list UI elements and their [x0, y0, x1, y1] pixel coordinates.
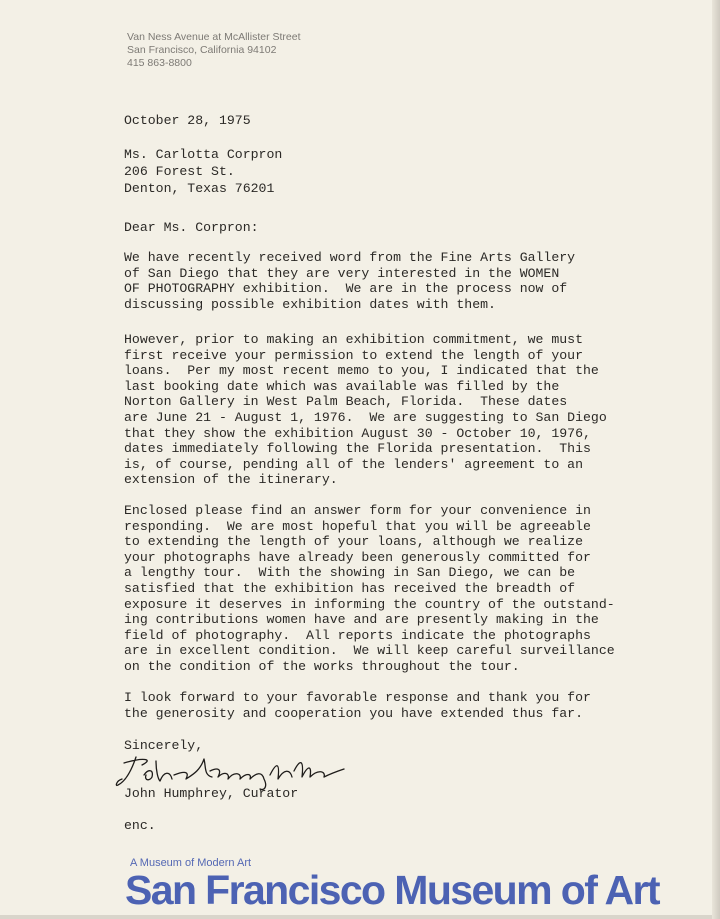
paper-edge: [712, 0, 720, 919]
salutation: Dear Ms. Corpron:: [124, 220, 259, 235]
paragraph-4: I look forward to your favorable response and thank you for the generosity and cooperation you have extended thus far.: [124, 690, 591, 721]
letter-date: October 28, 1975: [124, 113, 251, 128]
recipient-city: Denton, Texas 76201: [124, 181, 275, 196]
footer-museum-name: San Francisco Museum of Art: [125, 867, 659, 913]
paragraph-2: However, prior to making an exhibition commitment, we must first receive your permission to extend the length of your loans. Per my most recent memo to you, I indicated that the last booking date which was available was filled by the Norton Gallery in West Palm Beach, Florida. These dates are June 21 - August 1, 1976. We are suggesting to San Diego that they show the exhibition August 30 - October 10, 1976, dates immediately following the Florida presentation. This is, of course, pending all of the lenders' agreement to an extension of the itinerary.: [124, 332, 607, 488]
letterhead-phone: 415 863-8800: [127, 57, 192, 69]
letterhead-city: San Francisco, California 94102: [127, 44, 277, 56]
footer-tagline: A Museum of Modern Art: [130, 857, 252, 869]
letterhead-street: Van Ness Avenue at McAllister Street: [127, 31, 301, 43]
paragraph-1: We have recently received word from the Fine Arts Gallery of San Diego that they are very interested in the WOMEN OF PHOTOGRAPHY exhibition. We are in the process now of discussing possible exhibition dates with them.: [124, 250, 576, 312]
recipient-address: [124, 146, 282, 197]
paragraph-3: Enclosed please find an answer form for your convenience in responding. We are most hopeful that you will be agreeable to extending the length of your loans, although we realize your photographs have already been generously committed for a lengthy tour. With the showing in San Diego, we can be satisfied that the exhibition has received the breadth of exposure it deserves in informing the country of the outstand- ing contributions women have and are presently making in the field of photography. All reports indicate the photographs are in excellent condition. We will keep careful surveillance on the condition of the works throughout the tour.: [124, 503, 615, 674]
letterhead-address: [127, 31, 301, 70]
recipient-name: Ms. Carlotta Corpron: [124, 147, 283, 162]
signatory-name: John Humphrey, Curator: [124, 786, 299, 801]
enclosure-note: enc.: [124, 818, 156, 833]
closing: Sincerely,: [124, 738, 204, 753]
recipient-street: 206 Forest St.: [124, 164, 235, 179]
